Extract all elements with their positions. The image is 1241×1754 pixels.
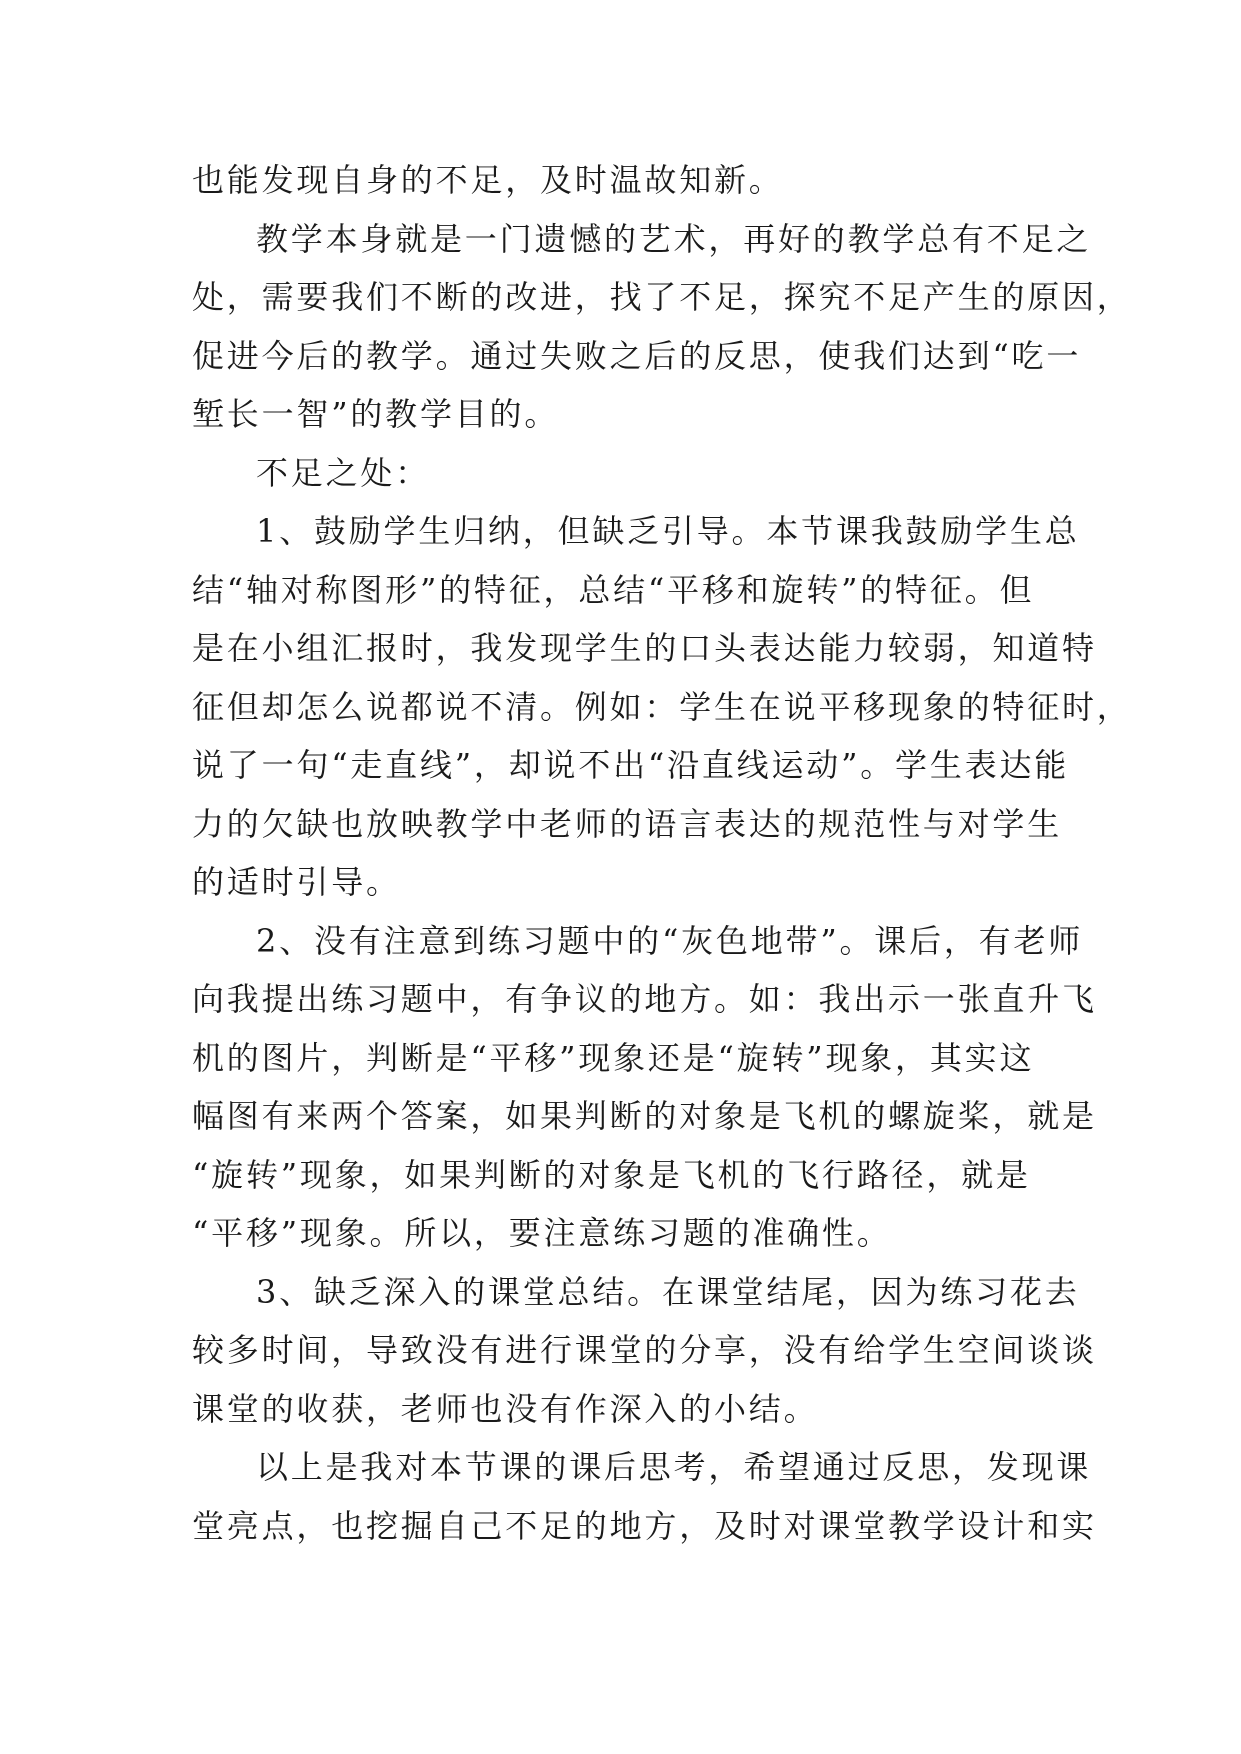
text-line: 结“轴对称图形”的特征，总结“平移和旋转”的特征。但 [192, 570, 1035, 609]
text-line: 说了一句“走直线”，却说不出“沿直线运动”。学生表达能 [192, 746, 1070, 784]
text-line: 征但却怎么说都说不清。例如：学生在说平移现象的特征时， [192, 687, 1132, 726]
text-line: 较多时间，导致没有进行课堂的分享，没有给学生空间谈谈 [192, 1331, 1097, 1369]
text-line: 的适时引导。 [192, 863, 401, 901]
text-line: 幅图有来两个答案，如果判断的对象是飞机的螺旋桨，就是 [192, 1097, 1097, 1135]
paragraph-start-line: 以上是我对本节课的课后思考，希望通过反思，发现课 [256, 1448, 1092, 1486]
text-line: 促进今后的教学。通过失败之后的反思，使我们达到“吃一 [192, 336, 1082, 375]
text-line: “旋转”现象，如果判断的对象是飞机的飞行路径，就是 [192, 1155, 1031, 1194]
text-line: 也能发现自身的不足，及时温故知新。 [192, 161, 784, 199]
paragraph-start-line: 教学本身就是一门遗憾的艺术，再好的教学总有不足之 [256, 219, 1092, 258]
text-line: 机的图片，判断是“平移”现象还是“旋转”现象，其实这 [192, 1038, 1035, 1077]
text-line: 课堂的收获，老师也没有作深入的小结。 [192, 1389, 819, 1428]
text-line: 向我提出练习题中，有争议的地方。如：我出示一张直升飞 [192, 980, 1097, 1018]
text-line: 力的欠缺也放映教学中老师的语言表达的规范性与对学生 [192, 804, 1063, 843]
text-line: “平移”现象。所以，要注意练习题的准确性。 [192, 1214, 892, 1252]
text-line: 是在小组汇报时，我发现学生的口头表达能力较弱，知道特 [192, 629, 1097, 667]
text-line: 堑长一智”的教学目的。 [192, 395, 560, 433]
text-line: 处，需要我们不断的改进，找了不足，探究不足产生的原因， [192, 278, 1132, 316]
list-item-1-start: 1、鼓励学生归纳，但缺乏引导。本节课我鼓励学生总 [256, 512, 1080, 550]
text-line: 堂亮点，也挖掘自己不足的地方，及时对课堂教学设计和实 [192, 1506, 1097, 1545]
section-heading: 不足之处： [256, 453, 431, 492]
list-item-3-start: 3、缺乏深入的课堂总结。在课堂结尾，因为练习花去 [256, 1272, 1080, 1311]
body-text [192, 151, 1132, 1555]
list-item-2-start: 2、没有注意到练习题中的“灰色地带”。课后，有老师 [256, 921, 1084, 960]
